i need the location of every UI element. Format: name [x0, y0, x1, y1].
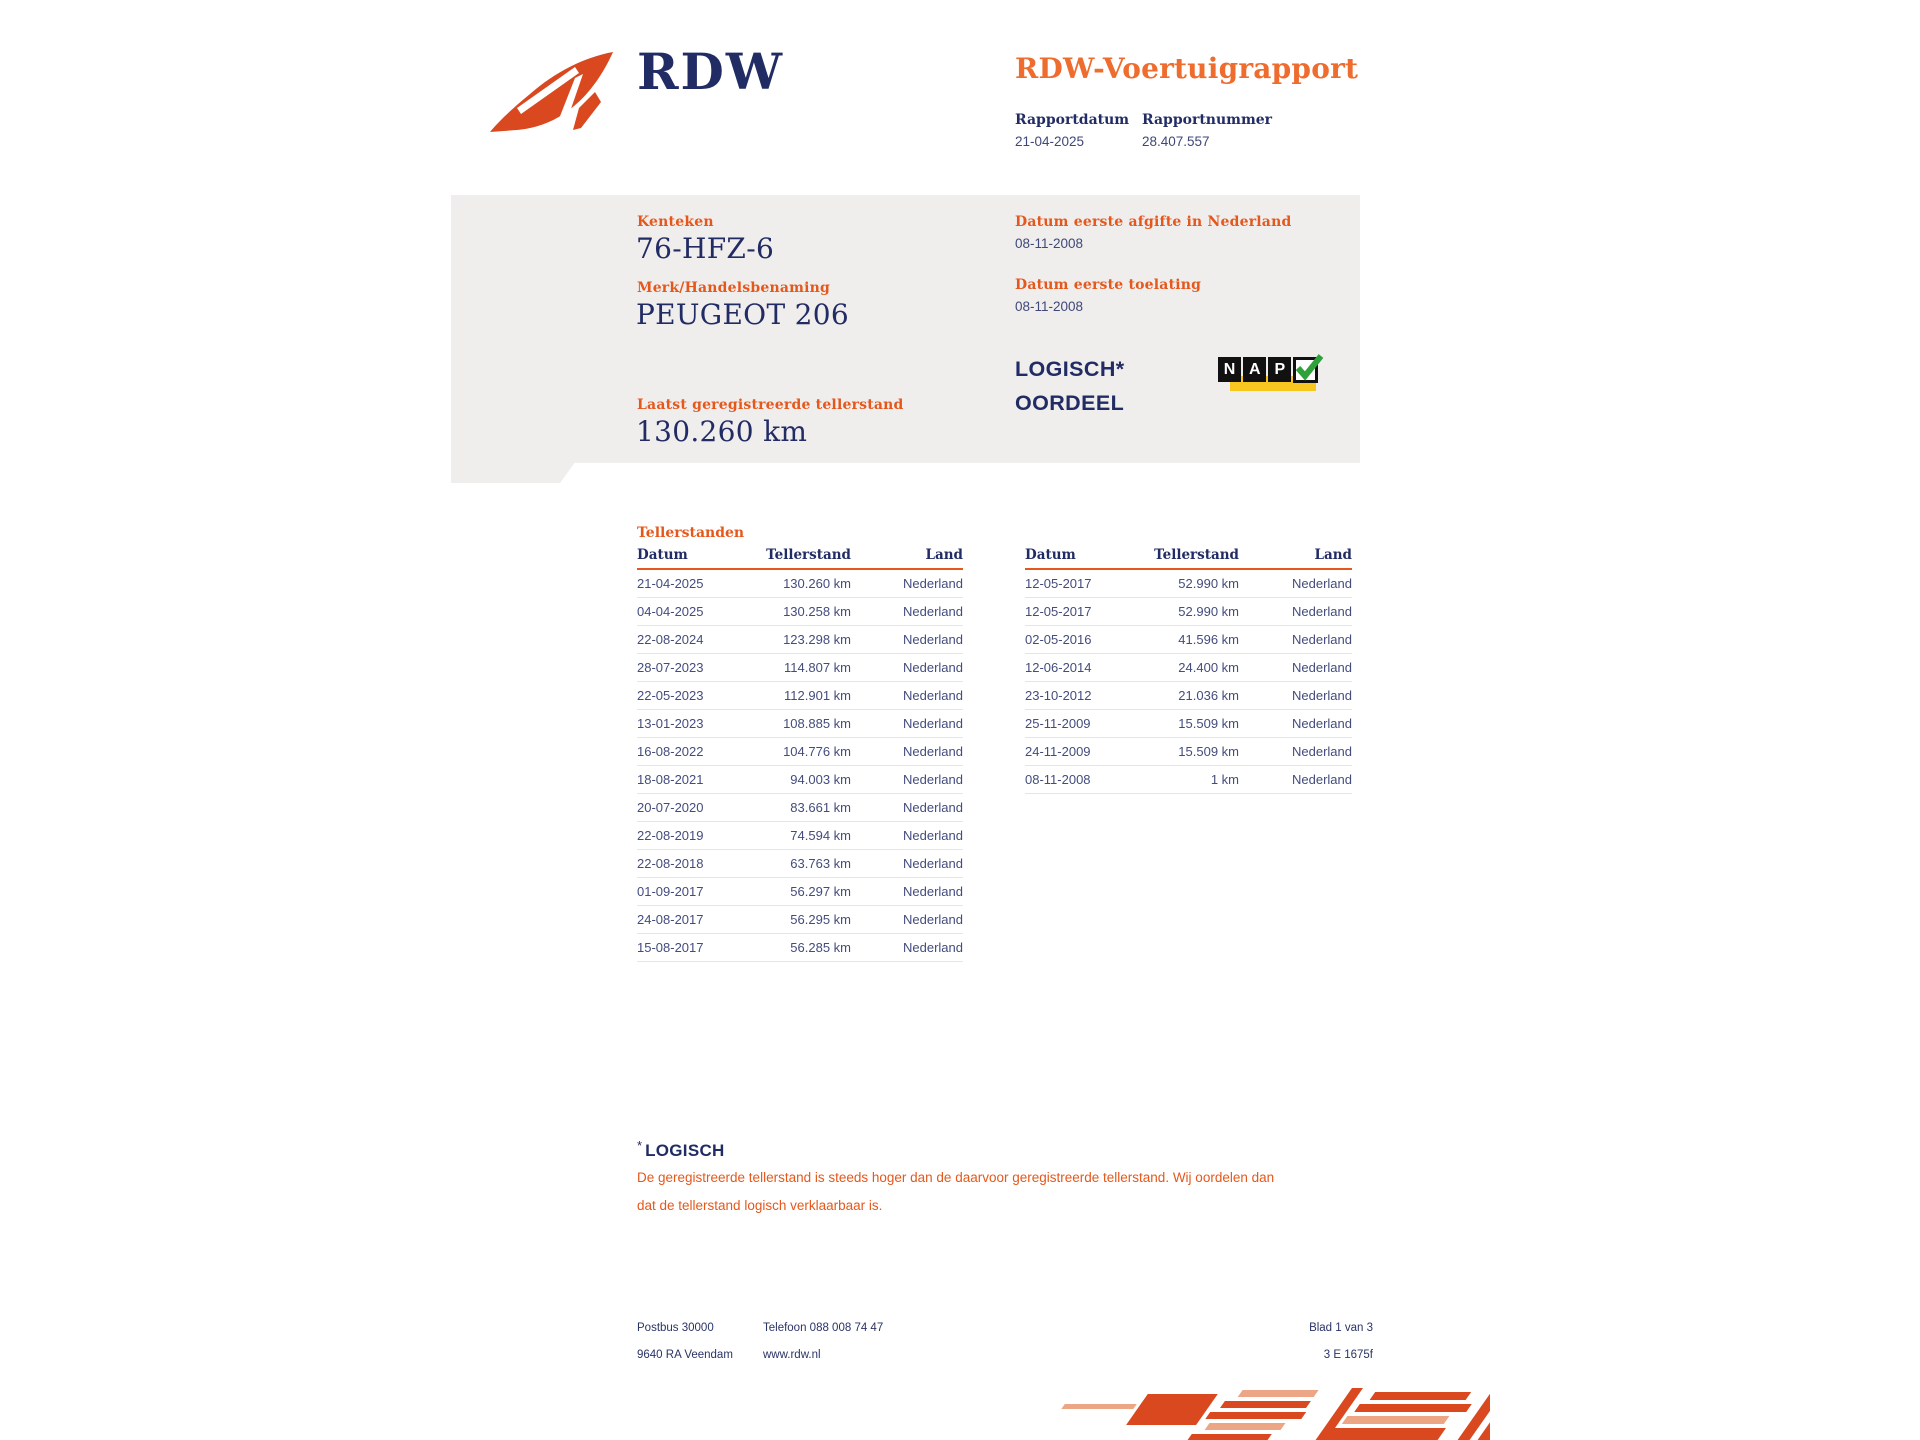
row-odometer: 112.901 km	[784, 688, 851, 703]
odometer-section-title: Tellerstanden	[637, 525, 745, 541]
row-date: 02-05-2016	[1025, 632, 1092, 647]
row-date: 04-04-2025	[637, 604, 704, 619]
row-country: Nederland	[903, 744, 963, 759]
nap-logo	[1218, 357, 1318, 397]
footer-doc-code: 3 E 1675f	[1323, 1349, 1373, 1361]
footer-address-line1: Postbus 30000	[637, 1322, 714, 1334]
footer-address	[637, 1315, 733, 1369]
row-country: Nederland	[1292, 716, 1352, 731]
row-country: Nederland	[903, 856, 963, 871]
table-row	[637, 822, 963, 850]
row-date: 15-08-2017	[637, 940, 704, 955]
report-date-label: Rapportdatum	[1015, 112, 1130, 128]
row-date: 20-07-2020	[637, 800, 704, 815]
footer-website: www.rdw.nl	[763, 1349, 821, 1361]
table-row	[1025, 570, 1352, 598]
row-country: Nederland	[1292, 660, 1352, 675]
row-country: Nederland	[903, 912, 963, 927]
checkmark-icon	[1294, 352, 1324, 382]
row-date: 22-08-2019	[637, 828, 704, 843]
table-row	[637, 626, 963, 654]
row-date: 24-08-2017	[637, 912, 704, 927]
footnote-heading	[637, 1138, 725, 1161]
row-date: 18-08-2021	[637, 772, 704, 787]
footer-page-info	[1173, 1315, 1373, 1369]
row-odometer: 108.885 km	[783, 716, 851, 731]
table-row	[1025, 738, 1352, 766]
table-row	[637, 878, 963, 906]
rdw-stripes-decoration-icon	[1038, 1388, 1490, 1440]
col-header-date: Datum	[1025, 547, 1076, 563]
row-country: Nederland	[1292, 688, 1352, 703]
row-country: Nederland	[1292, 576, 1352, 591]
page-title: RDW-Voertuigrapport	[1015, 52, 1359, 85]
row-country: Nederland	[903, 604, 963, 619]
row-country: Nederland	[903, 940, 963, 955]
footnote-text	[637, 1164, 1397, 1220]
row-country: Nederland	[903, 576, 963, 591]
table-row	[637, 934, 963, 962]
table-row	[1025, 710, 1352, 738]
row-odometer: 104.776 km	[783, 744, 851, 759]
report-date-value: 21-04-2025	[1015, 134, 1085, 149]
row-country: Nederland	[903, 772, 963, 787]
footnote-title: LOGISCH	[645, 1141, 725, 1160]
col-header-odometer: Tellerstand	[766, 547, 851, 563]
row-country: Nederland	[903, 632, 963, 647]
row-odometer: 130.258 km	[783, 604, 851, 619]
row-odometer: 123.298 km	[783, 632, 851, 647]
col-header-odometer: Tellerstand	[1154, 547, 1239, 563]
row-country: Nederland	[903, 660, 963, 675]
col-header-country: Land	[1314, 547, 1352, 563]
table-row	[1025, 598, 1352, 626]
table-body	[1025, 570, 1352, 794]
table-row	[637, 654, 963, 682]
nap-letter-p: P	[1268, 357, 1291, 382]
row-odometer: 94.003 km	[790, 772, 851, 787]
first-issue-value: 08-11-2008	[1015, 236, 1084, 251]
verdict-line1: LOGISCH*	[1015, 357, 1125, 381]
verdict-line2: OORDEEL	[1015, 391, 1125, 415]
row-date: 08-11-2008	[1025, 772, 1091, 787]
row-odometer: 15.509 km	[1178, 744, 1239, 759]
first-admission-value: 08-11-2008	[1015, 299, 1084, 314]
row-odometer: 1 km	[1210, 772, 1239, 787]
footer-page-number: Blad 1 van 3	[1309, 1322, 1373, 1334]
table-row	[637, 794, 963, 822]
row-odometer: 114.807 km	[784, 660, 851, 675]
row-date: 23-10-2012	[1025, 688, 1092, 703]
row-country: Nederland	[903, 688, 963, 703]
row-country: Nederland	[1292, 744, 1352, 759]
row-date: 01-09-2017	[637, 884, 704, 899]
table-row	[637, 682, 963, 710]
license-plate-value: 76-HFZ-6	[636, 232, 775, 265]
table-row	[637, 710, 963, 738]
row-odometer: 56.297 km	[790, 884, 851, 899]
row-odometer: 63.763 km	[790, 856, 851, 871]
nap-checkbox	[1293, 357, 1318, 383]
last-odometer-label: Laatst geregistreerde tellerstand	[637, 397, 904, 413]
row-date: 25-11-2009	[1025, 716, 1091, 731]
first-admission-label: Datum eerste toelating	[1015, 277, 1202, 293]
row-odometer: 15.509 km	[1178, 716, 1239, 731]
row-date: 22-05-2023	[637, 688, 704, 703]
row-country: Nederland	[903, 800, 963, 815]
row-odometer: 21.036 km	[1178, 688, 1239, 703]
odometer-table-left	[637, 547, 963, 962]
row-odometer: 24.400 km	[1178, 660, 1239, 675]
table-row	[1025, 766, 1352, 794]
row-date: 16-08-2022	[637, 744, 704, 759]
row-country: Nederland	[1292, 604, 1352, 619]
row-date: 22-08-2024	[637, 632, 704, 647]
last-odometer-value: 130.260 km	[636, 415, 808, 448]
table-row	[637, 906, 963, 934]
row-odometer: 41.596 km	[1178, 632, 1239, 647]
table-header	[637, 547, 963, 570]
footnote-line1: De geregistreerde tellerstand is steeds hoger dan de daarvoor geregistreerde tellerstand. Wij oordelen dan	[637, 1170, 1275, 1185]
row-odometer: 130.260 km	[783, 576, 851, 591]
row-country: Nederland	[903, 716, 963, 731]
rdw-feather-logo-icon	[487, 50, 615, 134]
license-plate-label: Kenteken	[637, 214, 714, 230]
table-header	[1025, 547, 1352, 570]
footnote-line2: dat de tellerstand logisch verklaarbaar is.	[637, 1198, 883, 1213]
make-value: PEUGEOT 206	[636, 298, 849, 331]
make-label: Merk/Handelsbenaming	[637, 280, 831, 296]
table-body	[637, 570, 963, 962]
table-row	[1025, 626, 1352, 654]
footer-address-line2: 9640 RA Veendam	[637, 1349, 733, 1361]
table-row	[637, 738, 963, 766]
row-date: 21-04-2025	[637, 576, 704, 591]
footer-phone: Telefoon 088 008 74 47	[763, 1322, 884, 1334]
row-country: Nederland	[903, 884, 963, 899]
brand-wordmark: RDW	[637, 42, 785, 101]
col-header-date: Datum	[637, 547, 688, 563]
row-date: 24-11-2009	[1025, 744, 1091, 759]
verdict-text	[1015, 352, 1125, 420]
table-row	[637, 850, 963, 878]
row-odometer: 83.661 km	[790, 800, 851, 815]
vehicle-summary-panel	[451, 195, 1360, 483]
col-header-country: Land	[925, 547, 963, 563]
row-odometer: 74.594 km	[790, 828, 851, 843]
row-country: Nederland	[1292, 632, 1352, 647]
row-country: Nederland	[1292, 772, 1352, 787]
row-date: 12-06-2014	[1025, 660, 1092, 675]
nap-letter-a: A	[1243, 357, 1266, 382]
row-odometer: 56.285 km	[790, 940, 851, 955]
report-number-label: Rapportnummer	[1142, 112, 1273, 128]
row-odometer: 52.990 km	[1178, 576, 1239, 591]
table-row	[637, 598, 963, 626]
row-country: Nederland	[903, 828, 963, 843]
row-date: 12-05-2017	[1025, 576, 1092, 591]
table-row	[637, 570, 963, 598]
first-issue-label: Datum eerste afgifte in Nederland	[1015, 214, 1292, 230]
nap-letter-n: N	[1218, 357, 1241, 382]
row-date: 12-05-2017	[1025, 604, 1092, 619]
footer-contact	[763, 1315, 883, 1369]
row-odometer: 52.990 km	[1178, 604, 1239, 619]
table-row	[637, 766, 963, 794]
footnote-star: *	[637, 1138, 643, 1153]
report-number-value: 28.407.557	[1142, 134, 1210, 149]
table-row	[1025, 682, 1352, 710]
table-row	[1025, 654, 1352, 682]
row-odometer: 56.295 km	[790, 912, 851, 927]
row-date: 22-08-2018	[637, 856, 704, 871]
odometer-table-right	[1025, 547, 1352, 794]
row-date: 13-01-2023	[637, 716, 704, 731]
row-date: 28-07-2023	[637, 660, 704, 675]
